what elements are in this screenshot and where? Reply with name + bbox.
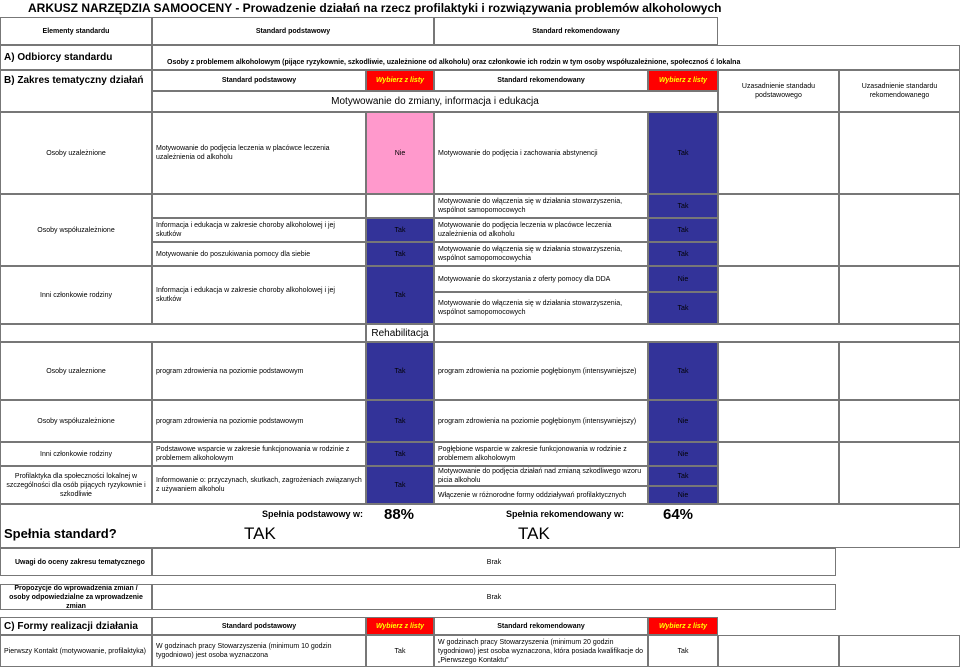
r2-rec1-answer[interactable]: Tak <box>648 194 718 218</box>
r3-rec1-answer[interactable]: Nie <box>648 266 718 292</box>
rehab-r3-justification-rec[interactable] <box>839 442 960 504</box>
r1-basic-text: Motywowanie do podjęcia leczenia w placówce leczenia uzależnienia od alkoholu <box>152 112 366 194</box>
rehab-r3-rec3-text: Włączenie w różnorodne formy oddziaływań profilaktycznych <box>434 486 648 504</box>
rehab-title: Rehabilitacja <box>366 324 434 342</box>
header-basic: Standard podstawowy <box>152 17 434 45</box>
r3-rec2-text: Motywowanie do włączenia się w działania stowarzyszenia, wspólnot samopomocowych <box>434 292 648 324</box>
r2-rec1-text: Motywowanie do włączenia się w działania stowarzyszenia, wspólnot samopomocowych <box>434 194 648 218</box>
section-c-rec-answer[interactable]: Tak <box>648 635 718 667</box>
section-b-subtitle: Motywowanie do zmiany, informacja i edukacja <box>152 91 718 112</box>
rehab-r2-justification-rec[interactable] <box>839 400 960 442</box>
rehab-r3-rec2-answer[interactable]: Tak <box>648 466 718 486</box>
r2-basic2-answer[interactable]: Tak <box>366 242 434 266</box>
justification-rec-header: Uzasadnienie standardu rekomendowanego <box>839 70 960 112</box>
section-c-rec-select[interactable]: Wybierz z listy <box>648 617 718 635</box>
rehab-r1-justification-rec[interactable] <box>839 342 960 400</box>
justification-basic-header: Uzasadnienie standadu podstawowego <box>718 70 839 112</box>
r3-justification-basic[interactable] <box>718 266 839 324</box>
rehab-r3-basic1-answer[interactable]: Tak <box>366 442 434 466</box>
r2-justification-basic[interactable] <box>718 194 839 266</box>
proposals-value[interactable]: Brak <box>152 584 836 610</box>
r1-justification-basic[interactable] <box>718 112 839 194</box>
r3-rec2-answer[interactable]: Tak <box>648 292 718 324</box>
section-b-basic: Standard podstawowy <box>152 70 366 91</box>
r2-basic2-text: Motywowanie do poszukiwania pomocy dla siebie <box>152 242 366 266</box>
header-blank <box>718 17 960 45</box>
rehab-r3-rec1-text: Pogłębione wsparcie w zakresie funkcjonowania w rodzinie z problemem alkoholowym <box>434 442 648 466</box>
section-a-label: A) Odbiorcy standardu <box>0 45 152 70</box>
rehab-r3-justification-basic[interactable] <box>718 442 839 504</box>
summary-rec-answer: TAK <box>518 524 550 543</box>
section-b-label: B) Zakres tematyczny działań <box>0 70 152 112</box>
rehab-r1-basic-answer[interactable]: Tak <box>366 342 434 400</box>
rehab-group-codependent: Osoby współuzależnione <box>0 400 152 442</box>
r1-basic-answer[interactable]: Nie <box>366 112 434 194</box>
r2-rec3-answer[interactable]: Tak <box>648 242 718 266</box>
group-addicted: Osoby uzależnione <box>0 112 152 194</box>
r2-basic-empty-answer <box>366 194 434 218</box>
summary-basic-percent: 88% <box>384 505 415 523</box>
summary-frame <box>0 504 960 548</box>
r1-rec-text: Motywowanie do podjęcia i zachowania abstynencji <box>434 112 648 194</box>
r3-justification-rec[interactable] <box>839 266 960 324</box>
rehab-r3-rec2-text: Motywowanie do podjęcia działań nad zmianą szkodliwego wzoru picia alkoholu <box>434 466 648 486</box>
rehab-r2-rec-answer[interactable]: Nie <box>648 400 718 442</box>
rehab-spacer-right <box>434 324 960 342</box>
section-c-rec-text: W godzinach pracy Stowarzyszenia (minimum 20 godzin tygodniowo) jest osoba wyznaczona, która posiada kwalifikacje do „Pierwszego Kontaktu” <box>434 635 648 667</box>
rehab-r2-justification-basic[interactable] <box>718 400 839 442</box>
section-c-recommended: Standard rekomendowany <box>434 617 648 635</box>
section-a-text: Osoby z problemem alkoholowym (pijące ryzykownie, szkodliwie, uzależnione od alkoholu) oraz członkowie ich rodzin w tym osoby współuzależnione, społecznoś ć lokalna <box>152 45 960 70</box>
rehab-r2-rec-text: program zdrowienia na poziomie pogłębionym (intensywniejszy) <box>434 400 648 442</box>
rehab-group-other-family: Inni członkowie rodziny <box>0 442 152 466</box>
summary-question: Spełnia standard? <box>4 525 117 541</box>
r2-basic-empty <box>152 194 366 218</box>
r3-basic-text: Informacja i edukacja w zakresie choroby alkoholowej i jej skutków <box>152 266 366 324</box>
r1-justification-rec[interactable] <box>839 112 960 194</box>
r2-rec3-text: Motywowanie do włączenia się w działania stowarzyszenia, wspólnot samopomocowychia <box>434 242 648 266</box>
section-b-rec-select[interactable]: Wybierz z listy <box>648 70 718 91</box>
rehab-r1-rec-answer[interactable]: Tak <box>648 342 718 400</box>
section-c-basic-select[interactable]: Wybierz z listy <box>366 617 434 635</box>
group-codependent: Osoby współuzależnione <box>0 194 152 266</box>
summary-rec-label: Spełnia rekomendowany w: <box>506 509 625 519</box>
section-c-blank <box>718 617 960 635</box>
group-other-family: Inni członkowie rodziny <box>0 266 152 324</box>
summary-basic-answer: TAK <box>244 524 276 543</box>
rehab-r1-rec-text: program zdrowienia na poziomie pogłębionym (intensywniejsze) <box>434 342 648 400</box>
remarks-value[interactable]: Brak <box>152 548 836 576</box>
r3-basic-answer[interactable]: Tak <box>366 266 434 324</box>
rehab-spacer-left <box>0 324 366 342</box>
section-b-recommended: Standard rekomendowany <box>434 70 648 91</box>
section-c-label: C) Formy realizacji działania <box>0 617 152 635</box>
r2-basic1-answer[interactable]: Tak <box>366 218 434 242</box>
r2-basic1-text: Informacja i edukacja w zakresie choroby alkoholowej i jej skutków <box>152 218 366 242</box>
rehab-r3-basic2-answer[interactable]: Tak <box>366 466 434 504</box>
proposals-label: Propozycje do wprowadzenia zmian / osoby odpowiedzialne za wprowadzenie zmian <box>0 584 152 610</box>
rehab-r2-basic-text: program zdrowienia na poziomie podstawowym <box>152 400 366 442</box>
rehab-group-addicted: Osoby uzaleznione <box>0 342 152 400</box>
r2-rec2-text: Motywowanie do podjęcia leczenia w placówce leczenia uzależnienia od alkoholu <box>434 218 648 242</box>
rehab-r2-basic-answer[interactable]: Tak <box>366 400 434 442</box>
section-c-basic-answer[interactable]: Tak <box>366 635 434 667</box>
section-c-basic: Standard podstawowy <box>152 617 366 635</box>
rehab-r3-rec3-answer[interactable]: Nie <box>648 486 718 504</box>
rehab-r3-basic2-text: Informowanie o: przyczynach, skutkach, zagrożeniach związanych z używaniem alkoholu <box>152 466 366 504</box>
r2-rec2-answer[interactable]: Tak <box>648 218 718 242</box>
header-recommended: Standard rekomendowany <box>434 17 718 45</box>
summary-rec-percent: 64% <box>663 505 694 523</box>
section-b-basic-select[interactable]: Wybierz z listy <box>366 70 434 91</box>
section-c-group: Pierwszy Kontakt (motywowanie, profilaktyka) <box>0 635 152 667</box>
rehab-r1-justification-basic[interactable] <box>718 342 839 400</box>
rehab-r3-rec1-answer[interactable]: Nie <box>648 442 718 466</box>
rehab-r1-basic-text: program zdrowienia na poziomie podstawowym <box>152 342 366 400</box>
page-title: ARKUSZ NARZĘDZIA SAMOOCENY - Prowadzenie działań na rzecz profilaktyki i rozwiązywania problemów alkoholowych <box>28 1 722 15</box>
section-c-justification-rec[interactable] <box>839 635 960 667</box>
section-c-basic-text: W godzinach pracy Stowarzyszenia (minimum 10 godzin tygodniowo) jest osoba wyznaczona <box>152 635 366 667</box>
section-c-justification-basic[interactable] <box>718 635 839 667</box>
remarks-label: Uwagi do oceny zakresu tematycznego <box>0 548 152 576</box>
summary-basic-label: Spełnia podstawowy w: <box>262 509 364 519</box>
rehab-r3-basic1-text: Podstawowe wsparcie w zakresie funkcjonowania w rodzinie z problemem alkoholowym <box>152 442 366 466</box>
rehab-group-community: Profilaktyka dla społeczności lokalnej w szczególności dla osób pijących ryzykownie i szkodliwie <box>0 466 152 504</box>
r2-justification-rec[interactable] <box>839 194 960 266</box>
header-elements: Elementy standardu <box>0 17 152 45</box>
r1-rec-answer[interactable]: Tak <box>648 112 718 194</box>
r3-rec1-text: Motywowanie do skorzystania z oferty pomocy dla DDA <box>434 266 648 292</box>
